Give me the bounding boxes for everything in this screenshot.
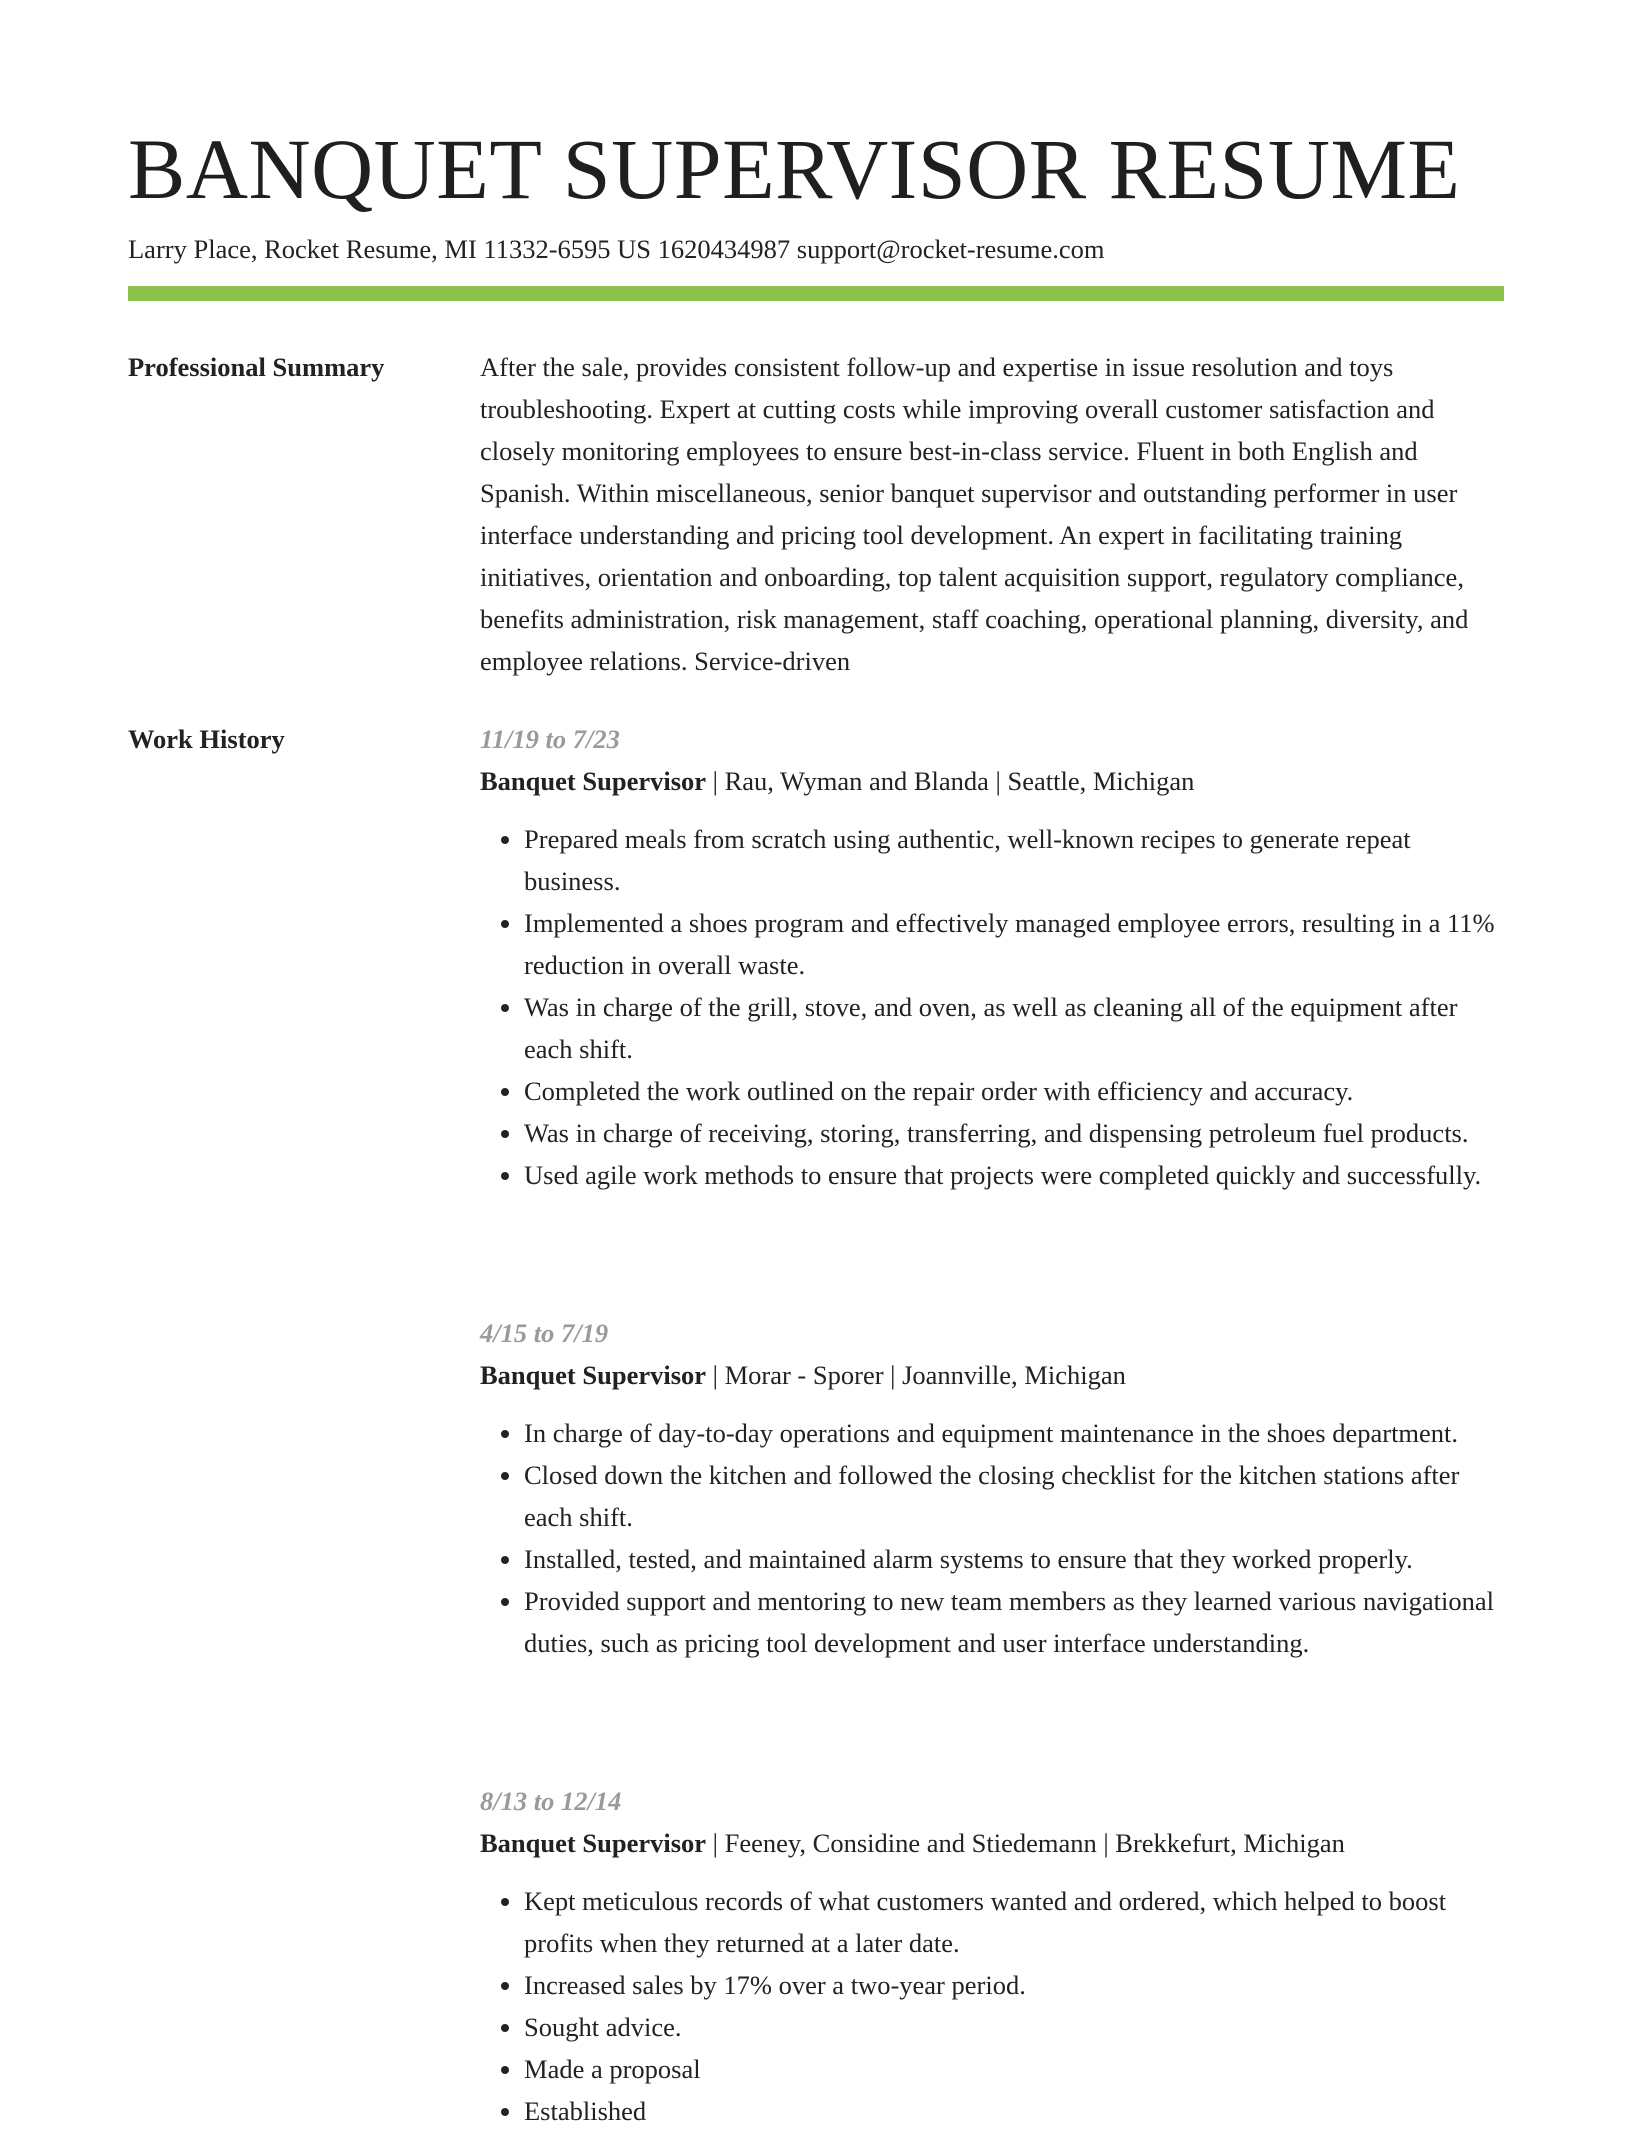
job-details: | Morar - Sporer | Joannville, Michigan xyxy=(706,1360,1126,1390)
job-entry xyxy=(480,718,1504,1196)
bullet-item: • Established xyxy=(524,2090,1504,2132)
section-label-work-history: Work History xyxy=(128,724,285,754)
job-title: Banquet Supervisor xyxy=(480,1360,707,1390)
bullet-item: • Provided support and mentoring to new team members as they learned various navigational duties, such as pricing tool development and user interface understanding. xyxy=(524,1580,1504,1664)
job-heading xyxy=(480,760,1504,802)
job-title: Banquet Supervisor xyxy=(480,766,707,796)
job-bullets xyxy=(480,1412,1504,1664)
job-details: | Feeney, Considine and Stiedemann | Brekkefurt, Michigan xyxy=(706,1828,1345,1858)
job-dates: 8/13 to 12/14 xyxy=(480,1786,622,1816)
job-dates: 4/15 to 7/19 xyxy=(480,1318,609,1348)
summary-section xyxy=(480,346,1504,682)
bullet-item: • Implemented a shoes program and effectively managed employee errors, resulting in a 11% reduction in overall waste. xyxy=(524,902,1504,986)
accent-divider xyxy=(128,286,1504,301)
bullet-item: • Was in charge of the grill, stove, and oven, as well as cleaning all of the equipment after each shift. xyxy=(524,986,1504,1070)
job-bullets xyxy=(480,818,1504,1196)
bullet-item: • Sought advice. xyxy=(524,2006,1504,2048)
bullet-item: • Kept meticulous records of what customers wanted and ordered, which helped to boost profits when they returned at a later date. xyxy=(524,1880,1504,1964)
job-heading xyxy=(480,1354,1504,1396)
contact-line: Larry Place, Rocket Resume, MI 11332-6595 US 1620434987 support@rocket-resume.com xyxy=(128,234,1105,264)
job-entry xyxy=(480,1780,1504,2132)
job-details: | Rau, Wyman and Blanda | Seattle, Michigan xyxy=(706,766,1195,796)
bullet-item: • Installed, tested, and maintained alarm systems to ensure that they worked properly. xyxy=(524,1538,1504,1580)
bullet-item: • Prepared meals from scratch using authentic, well-known recipes to generate repeat business. xyxy=(524,818,1504,902)
bullet-item: • Increased sales by 17% over a two-year period. xyxy=(524,1964,1504,2006)
job-heading xyxy=(480,1822,1504,1864)
job-dates: 11/19 to 7/23 xyxy=(480,724,620,754)
resume-title: BANQUET SUPERVISOR RESUME xyxy=(128,121,1461,217)
bullet-item: • Made a proposal xyxy=(524,2048,1504,2090)
job-entry xyxy=(480,1312,1504,1664)
bullet-item: • In charge of day-to-day operations and equipment maintenance in the shoes department. xyxy=(524,1412,1504,1454)
section-label-summary: Professional Summary xyxy=(128,352,385,382)
bullet-item: • Used agile work methods to ensure that projects were completed quickly and successfully. xyxy=(524,1154,1504,1196)
bullet-item: • Was in charge of receiving, storing, transferring, and dispensing petroleum fuel products. xyxy=(524,1112,1504,1154)
summary-text: After the sale, provides consistent follow-up and expertise in issue resolution and toys troubleshooting. Expert at cutting costs while improving overall customer satisfaction and closely monitoring employees to ensure best-in-class service. Fluent in both English and Spanish. Within miscellaneous, senior banquet supervisor and outstanding performer in user interface understanding and pricing tool development. An expert in facilitating training initiatives, orientation and onboarding, top talent acquisition support, regulatory compliance, benefits administration, risk management, staff coaching, operational planning, diversity, and employee relations. Service-driven xyxy=(480,352,1469,676)
bullet-item: • Closed down the kitchen and followed the closing checklist for the kitchen stations after each shift. xyxy=(524,1454,1504,1538)
bullet-item: • Completed the work outlined on the repair order with efficiency and accuracy. xyxy=(524,1070,1504,1112)
job-title: Banquet Supervisor xyxy=(480,1828,707,1858)
job-bullets xyxy=(480,1880,1504,2132)
